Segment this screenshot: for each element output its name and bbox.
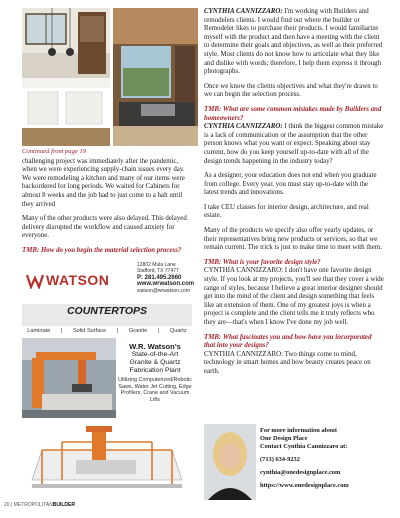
question-heading: TMB: What is your favorite design style? — [204, 258, 321, 266]
right-column — [204, 8, 384, 383]
category-item: Granite — [128, 328, 148, 334]
outdoor-kitchen-photo — [113, 8, 198, 146]
ad-features: Utilizing Computerized/Robotic Saws, Water Jet Cutting, Edge Profilers, Crane and Vacuum Lifts — [118, 377, 192, 403]
address-line: Stafford, TX 77477 — [137, 268, 179, 275]
footer-separator: | — [10, 502, 13, 508]
ad-tagline: Fabrication Plant — [129, 367, 181, 374]
category-separator: | — [116, 328, 119, 334]
fabrication-plant-photo — [22, 420, 192, 494]
body-paragraph: CYNTHIA CANNIZZARO: Two things come to mind, technology in smart homes and how beauty creates peace on earth. — [204, 350, 371, 375]
ad-tagline: State-of-the-Art — [131, 351, 179, 358]
speaker-name: CYNTHIA CANNIZZARO: — [204, 123, 283, 131]
question-heading: TMB: How do you begin the material selection process? — [22, 246, 182, 254]
speaker-name: CYNTHIA CANNIZZARO: — [204, 8, 283, 15]
answer-text: I think the biggest common mistake is a lack of communication or the assumption that the other person knows what you want or expect. Speaking about stay current, how do you keep yourself up-to-date with all of the design trends happening in the industry today? — [204, 123, 384, 165]
question-heading: TMB: What are some common mistakes made by Builders and homeowners? — [204, 105, 382, 122]
ad-brand: W.R. Watson's — [129, 342, 181, 351]
contact-website[interactable]: https://www.onedesignplace.com — [260, 482, 349, 489]
category-item: Laminate — [27, 328, 51, 334]
countertops-title: COUNTERTOPS — [66, 305, 148, 317]
watson-advertisement — [22, 258, 195, 494]
ad-tagline: Granite & Quartz — [129, 359, 181, 366]
question-heading: TMB: What fascinates you and how have you incorporated that into your designs? — [204, 333, 372, 350]
body-paragraph: Once we know the clients objectives and what they're drawn to we can begin the selection process. — [204, 82, 378, 99]
page-footer — [4, 502, 75, 508]
countertop-categories — [22, 328, 192, 334]
ad-phone: P: 281.495.2660 — [137, 274, 182, 281]
category-item: Quartz — [169, 328, 187, 334]
category-separator: | — [157, 328, 160, 334]
page-number: 20 — [4, 502, 10, 508]
contact-info — [260, 427, 384, 490]
left-paragraph: Many of the other products were also delayed. This delayed delivery disrupted the workflow and caused anxiety for everyone. — [22, 215, 187, 240]
contact-email[interactable]: cynthia@onedesignplace.com — [260, 469, 341, 476]
ad-feature-text — [118, 342, 192, 403]
ad-header — [22, 258, 195, 302]
contact-phone: (713) 634-9232 — [260, 456, 300, 463]
contact-company: One Design Place — [260, 435, 308, 442]
ad-address — [137, 262, 195, 294]
category-item: Solid Surface — [72, 328, 107, 334]
designer-portrait — [204, 424, 256, 500]
contact-line: For more information about — [260, 427, 337, 434]
watson-logo-text: WATSON — [46, 272, 110, 288]
magazine-name-suffix: BUILDER — [52, 502, 75, 508]
kitchen-photo — [22, 8, 110, 146]
category-separator: | — [60, 328, 63, 334]
continued-note: Continued from page 19 — [22, 148, 87, 155]
left-paragraph: challenging project was immediately after the pandemic, when we were experiencing supply-chain issues every day. We were remodeling a kitchen and many of our items were backordered for long periods. We waited for Cabinets for almost 8 weeks and the job had to just come to a halt until they arrived — [22, 157, 185, 208]
watson-logo — [26, 267, 124, 293]
watson-logo-icon — [26, 271, 44, 289]
magazine-name-prefix: METROPOLITAN — [13, 502, 53, 508]
body-paragraph: I take CEU classes for interior design, architecture, and real estate. — [204, 203, 369, 220]
left-column — [22, 148, 194, 256]
ad-email: watson@wrwatson.com — [137, 287, 190, 294]
countertops-band — [22, 304, 192, 326]
ad-website: www.wrwatson.com — [137, 281, 195, 288]
answer-text: I'm working with Builders and remodelers clients. I would find out where the builder or Remodeler likes to purchase their products. I would familiarize myself with the product and then have a meeting with the client to determine their goals and objectives, as well as their preferred style. Most clients do not know how to articulate what they like and dislike with words; therefore, I help them express it through photographs. — [204, 8, 383, 76]
contact-line: Contact Cynthia Cannizzaro at: — [260, 443, 348, 450]
body-paragraph: As a designer, your education does not end when you graduate from college. Every year, you must stay up-to-date with the latest trends and innovations. — [204, 172, 377, 197]
contact-box — [204, 424, 384, 504]
address-line: 12802 Mula Lane — [137, 262, 176, 268]
answer-paragraph — [204, 8, 384, 77]
body-paragraph: Many of the products we specify also offer yearly updates, or their representatives bring new products or services, so that we remain current. The trick is just to make time to meet with them. — [204, 227, 382, 252]
body-paragraph: CYNTHIA CANNIZZARO: I don't have one favorite design style. If you look at my projects, you'll see that they cover a wide range of styles, because I believe a great interior designer should get into the mind of the client and design something that feels like an extension of them. One of my greatest joys is when a project is complete and the client tells me it truly reflects who they are—that's when I know I've done my job well. — [204, 267, 384, 326]
answer-paragraph — [204, 123, 384, 166]
